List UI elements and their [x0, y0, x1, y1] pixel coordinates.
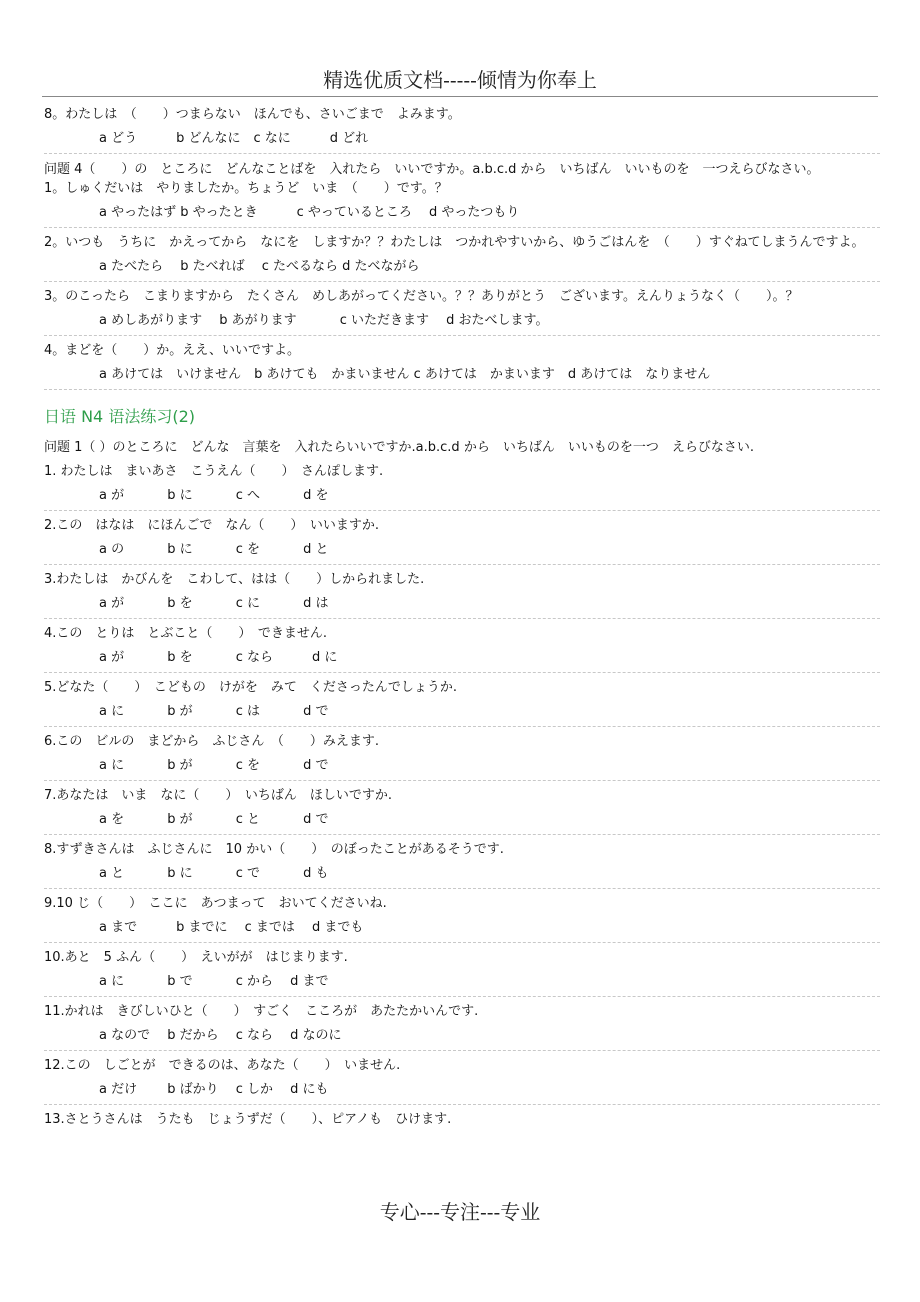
answer-options: a やったはず b やったとき c やっているところ d やったつもり: [44, 203, 880, 228]
question-text: 7.あなたは いま なに（ ） いちばん ほしいですか.: [44, 788, 393, 803]
question-text: 12.この しごとが できるのは、あなた（ ） いません.: [44, 1058, 401, 1073]
section-title: 日语 N4 语法练习(2): [44, 407, 195, 426]
instruction-text: 问题 4（ ）の ところに どんなことばを 入れたら いいですか。a.b.c.d から いちばん いいものを 一つえらびなさい。: [44, 162, 820, 177]
page-footer: 专心---专注---专业: [379, 1200, 541, 1224]
question-text: 3。のこったら こまりますから たくさん めしあがってください。？？ありがとう ございます。えんりょうなく（ ）。？: [44, 289, 799, 304]
answer-options: a を b が c と d で: [44, 810, 880, 835]
question-text: 13.さとうさんは うたも じょうずだ（ ）、ピアノも ひけます.: [44, 1112, 452, 1127]
answer-options: a の b に c を d と: [44, 540, 880, 565]
question-text: 2。いつも うちに かえってから なにを しますか？？わたしは つかれやすいから、ゆうごはんを （ ）すぐねてしまうんですよ。: [44, 235, 865, 250]
answer-options: a が b に c へ d を: [44, 486, 880, 511]
question-text: 2.この はなは にほんごで なん（ ） いいますか.: [44, 518, 380, 533]
answer-options: a たべたら b たべれば c たべるなら d たべながら: [44, 257, 880, 282]
answer-options: a が b を c に d は: [44, 594, 880, 619]
question-text: 10.あと 5 ふん（ ） えいがが はじまります.: [44, 950, 348, 965]
question-text: 8.すずきさんは ふじさんに 10 かい（ ） のぼったことがあるそうです.: [44, 842, 504, 857]
page-header: 精选优质文档-----倾情为你奉上: [323, 68, 597, 92]
answer-options: a めしあがります b あがります c いただきます d おたべします。: [44, 311, 880, 336]
answer-options: a に b で c から d まで: [44, 972, 880, 997]
question-text: 4。まどを（ ）か。ええ、いいですよ。: [44, 343, 301, 358]
answer-options: a どう b どんなに c なに d どれ: [44, 129, 880, 154]
question-text: 4.この とりは とぶこと（ ） できません.: [44, 626, 328, 641]
question-text: 8。わたしは （ ）つまらない ほんでも、さいごまで よみます。: [44, 107, 461, 122]
question-text: 5.どなた（ ） こどもの けがを みて くださったんでしょうか.: [44, 680, 458, 695]
question-text: 3.わたしは かびんを こわして、はは（ ）しかられました.: [44, 572, 425, 587]
document-body: [44, 100, 880, 1129]
answer-options: a まで b までに c までは d までも: [44, 918, 880, 943]
question-text: 9.10 じ（ ） ここに あつまって おいてくださいね.: [44, 896, 387, 911]
answer-options: a と b に c で d も: [44, 864, 880, 889]
question-text: 6.この ビルの まどから ふじさん （ ）みえます.: [44, 734, 380, 749]
question-text: 11.かれは きびしいひと（ ） すごく こころが あたたかいんです.: [44, 1004, 479, 1019]
answer-options: a なので b だから c なら d なのに: [44, 1026, 880, 1051]
header-rule: [42, 96, 878, 97]
instruction-text: 问题 1（ ）のところに どんな 言葉を 入れたらいいですか.a.b.c.d から いちばん いいものを一つ えらびなさい.: [44, 440, 754, 455]
question-text: 1. わたしは まいあさ こうえん（ ） さんぽします.: [44, 464, 384, 479]
answer-options: a に b が c を d で: [44, 756, 880, 781]
answer-options: a が b を c なら d に: [44, 648, 880, 673]
question-text: 1。しゅくだいは やりましたか。ちょうど いま （ ）です。？: [44, 181, 448, 196]
answer-options: a だけ b ばかり c しか d にも: [44, 1080, 880, 1105]
answer-options: a あけては いけません b あけても かまいません c あけては かまいます d あけては なりません: [44, 365, 880, 390]
answer-options: a に b が c は d で: [44, 702, 880, 727]
